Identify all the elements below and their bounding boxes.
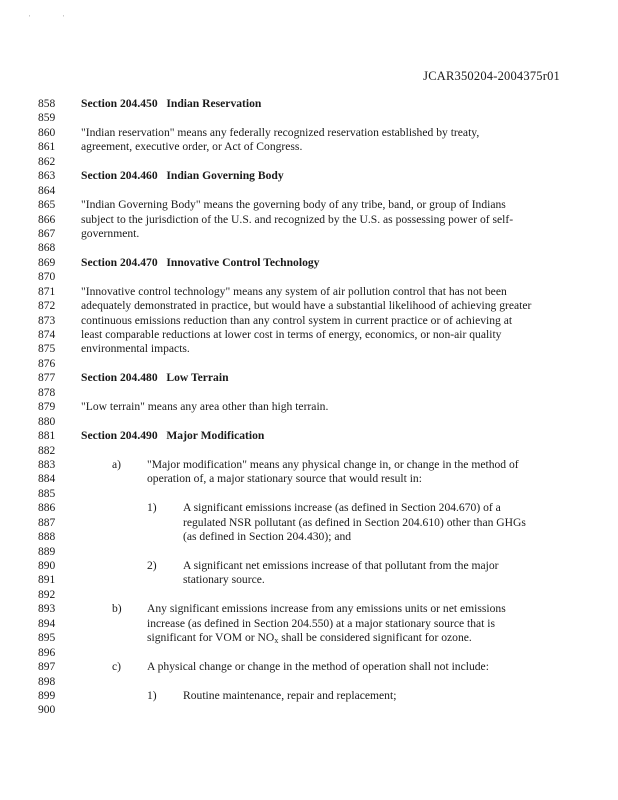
paragraph-line: adequately demonstrated in practice, but would have a substantial likelihood of achieving greater	[81, 299, 532, 313]
line-number: 899	[38, 689, 56, 702]
line-number: 893	[38, 603, 56, 616]
paragraph-line: government.	[81, 226, 140, 240]
line-number: 869	[38, 256, 56, 269]
section-heading	[81, 97, 551, 111]
line-number: 873	[38, 314, 56, 327]
section-title: Indian Reservation	[166, 97, 262, 110]
line-number: 860	[38, 126, 56, 139]
line-number: 868	[38, 242, 56, 255]
line-number: 898	[38, 675, 56, 688]
paragraph-line: least comparable reductions at lower cost in terms of energy, economics, or non-air quality	[81, 328, 502, 341]
line-number: 866	[38, 213, 56, 226]
line-number: 875	[38, 343, 56, 356]
paragraph-line: A significant net emissions increase of that pollutant from the major	[183, 559, 499, 572]
line-number: 877	[38, 372, 56, 385]
line-number: 892	[38, 588, 56, 601]
paragraph-line: "Indian Governing Body" means the governing body of any tribe, band, or group of Indians	[81, 198, 506, 212]
paragraph-line: increase (as defined in Section 204.550) at a major stationary source that is	[147, 616, 496, 630]
line-number: 894	[38, 617, 56, 630]
section-title: Innovative Control Technology	[166, 255, 320, 269]
line-number: 888	[38, 531, 56, 544]
paragraph-line: (as defined in Section 204.430); and	[183, 530, 352, 544]
line-number: 874	[38, 329, 56, 341]
line-number: 883	[38, 458, 56, 471]
paragraph-line: stationary source.	[183, 573, 265, 587]
line-number: 900	[38, 704, 56, 717]
paragraph-line: A physical change or change in the method of operation shall not include:	[147, 660, 489, 674]
subscript: x	[274, 636, 279, 646]
line-number: 880	[38, 415, 56, 428]
line-number: 876	[38, 357, 56, 370]
line-number: 879	[38, 401, 56, 414]
scan-speck: ˈ	[62, 14, 65, 23]
paragraph-line: subject to the jurisdiction of the U.S. and recognized by the U.S. as possessing power of self-	[81, 212, 514, 226]
line-number: 867	[38, 227, 56, 240]
subsection-label: a)	[112, 457, 122, 471]
section-number: Section 204.470	[81, 255, 158, 269]
paragraph-line: environmental impacts.	[81, 342, 190, 356]
line-number: 891	[38, 574, 56, 587]
line-number: 884	[38, 473, 56, 486]
paragraph-line: regulated NSR pollutant (as defined in Section 204.610) other than GHGs	[183, 515, 526, 529]
section-heading	[81, 169, 551, 183]
line-number: 858	[38, 98, 56, 110]
paragraph-line: "Low terrain" means any area other than high terrain.	[81, 400, 329, 414]
paragraph-line: continuous emissions reduction than any control system in current practice or of achieving at	[81, 313, 513, 327]
section-title: Indian Governing Body	[166, 169, 284, 183]
paragraph-line: "Indian reservation" means any federally recognized reservation established by treaty,	[81, 125, 480, 139]
subsection-label: b)	[112, 602, 122, 616]
item-label: 1)	[147, 688, 157, 702]
section-heading	[81, 256, 551, 270]
item-label: 1)	[147, 501, 157, 515]
section-heading	[81, 371, 551, 385]
line-number: 872	[38, 300, 56, 313]
line-number: 871	[38, 285, 56, 298]
line-number: 878	[38, 386, 56, 399]
item-label: 2)	[147, 559, 157, 572]
line-number: 882	[38, 444, 56, 457]
text-run: significant for VOM or NO	[147, 631, 275, 645]
line-number: 881	[38, 430, 56, 443]
line-number: 862	[38, 155, 56, 168]
paragraph-line: Routine maintenance, repair and replacement;	[183, 688, 397, 702]
scan-speck: ˈ	[28, 14, 31, 23]
document-body	[81, 97, 551, 718]
paragraph-line: operation of, a major stationary source that would result in:	[147, 472, 422, 486]
section-number: Section 204.460	[81, 169, 158, 183]
subsection-label: c)	[112, 660, 122, 674]
line-number: 887	[38, 516, 56, 529]
text-run: shall be considered significant for ozone.	[278, 631, 472, 645]
line-number: 886	[38, 502, 56, 515]
line-number: 895	[38, 632, 56, 645]
paragraph-line: "Major modification" means any physical change in, or change in the method of	[147, 457, 519, 471]
line-number: 864	[38, 184, 56, 197]
line-number: 863	[38, 170, 56, 183]
line-number: 870	[38, 271, 56, 284]
line-number: 896	[38, 646, 56, 659]
section-heading	[81, 429, 551, 443]
section-number: Section 204.480	[81, 371, 158, 385]
document-id: JCAR350204-2004375r01	[423, 69, 560, 83]
paragraph-line: agreement, executive order, or Act of Congress.	[81, 140, 303, 154]
paragraph-line: "Innovative control technology" means any system of air pollution control that has not been	[81, 284, 507, 298]
section-number: Section 204.490	[81, 429, 158, 443]
line-number: 865	[38, 199, 56, 212]
line-number: 861	[38, 141, 56, 154]
section-title: Low Terrain	[166, 371, 229, 385]
line-number: 889	[38, 545, 56, 558]
line-numbers	[38, 97, 68, 718]
paragraph-line: A significant emissions increase (as defined in Section 204.670) of a	[183, 501, 501, 515]
line-number: 890	[38, 560, 56, 572]
line-number: 859	[38, 112, 56, 125]
section-title: Major Modification	[166, 429, 265, 443]
section-number: Section 204.450	[81, 97, 158, 110]
line-number: 897	[38, 661, 56, 674]
line-number: 885	[38, 487, 56, 500]
paragraph-line: Any significant emissions increase from any emissions units or net emissions	[147, 602, 506, 616]
